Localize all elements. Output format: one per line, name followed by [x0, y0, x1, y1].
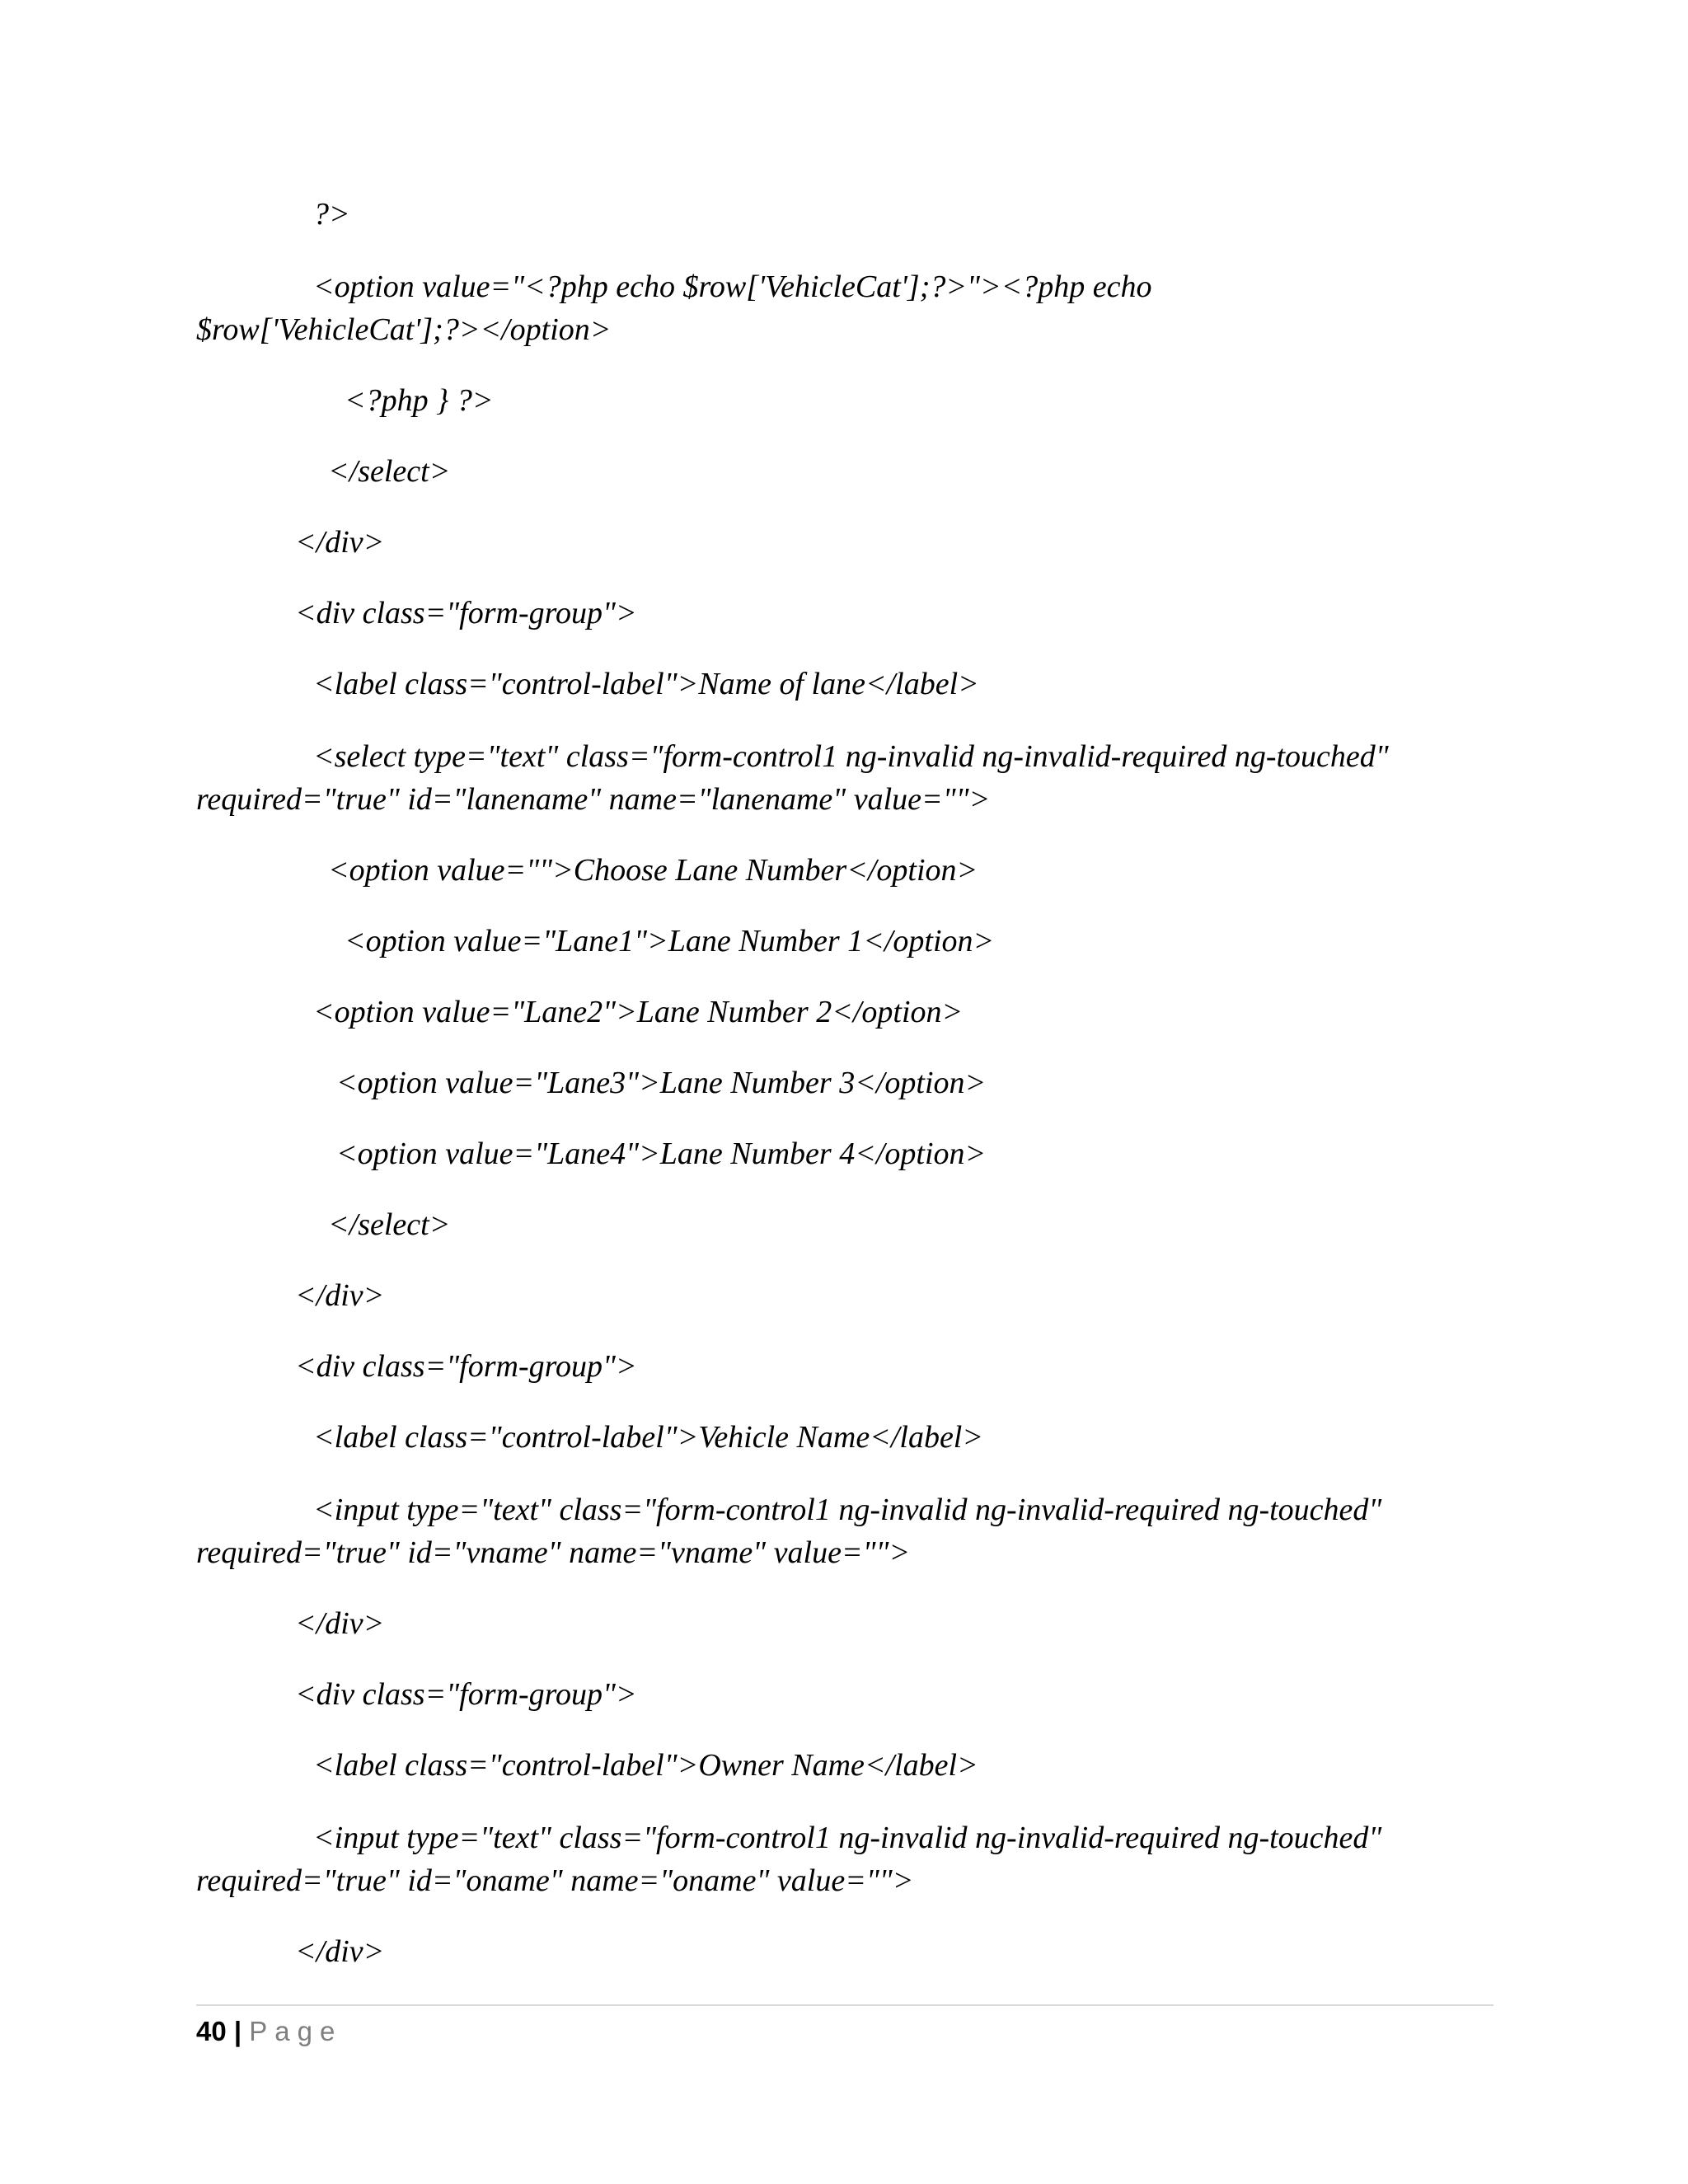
code-line: </select> [328, 1207, 451, 1242]
code-line: <option value="">Choose Lane Number</option> [328, 853, 978, 888]
code-line: ?> [313, 197, 350, 232]
code-line: <select type="text" class="form-control1 ng-invalid ng-invalid-required ng-touched" [313, 739, 1389, 774]
page-separator: | [233, 2016, 242, 2046]
code-line: <label class="control-label">Vehicle Name</label> [313, 1420, 984, 1455]
code-line: </div> [295, 525, 385, 560]
code-line: required="true" id="vname" name="vname" value=""> [196, 1535, 911, 1570]
code-line: <?php } ?> [345, 383, 494, 418]
code-line: <option value="Lane4">Lane Number 4</option> [336, 1137, 987, 1171]
code-line: <label class="control-label">Name of lane</label> [313, 667, 979, 701]
code-line: <input type="text" class="form-control1 ng-invalid ng-invalid-required ng-touched" [313, 1821, 1382, 1855]
code-line: <label class="control-label">Owner Name</label> [313, 1748, 978, 1783]
code-line: <option value="Lane3">Lane Number 3</option> [336, 1066, 987, 1100]
code-line: </div> [295, 1278, 385, 1313]
page-footer [196, 2013, 342, 2050]
code-line: </select> [328, 454, 451, 489]
page-number: 40 [196, 2016, 227, 2046]
footer-divider [196, 2004, 1493, 2006]
code-line: <div class="form-group"> [295, 1349, 637, 1384]
code-line: <option value="<?php echo $row['VehicleCat'];?>"><?php echo [313, 269, 1152, 304]
code-line: <input type="text" class="form-control1 ng-invalid ng-invalid-required ng-touched" [313, 1493, 1382, 1527]
code-line: <option value="Lane2">Lane Number 2</option> [313, 995, 964, 1029]
code-line: <div class="form-group"> [295, 1677, 637, 1712]
code-line: required="true" id="oname" name="oname" value=""> [196, 1863, 914, 1898]
code-line: <div class="form-group"> [295, 596, 637, 630]
code-line: $row['VehicleCat'];?></option> [196, 312, 612, 347]
page-label: Page [249, 2016, 343, 2046]
code-line: </div> [295, 1606, 385, 1641]
code-line: <option value="Lane1">Lane Number 1</option> [345, 924, 995, 958]
code-line: </div> [295, 1934, 385, 1969]
code-line: required="true" id="lanename" name="lanename" value=""> [196, 782, 991, 817]
